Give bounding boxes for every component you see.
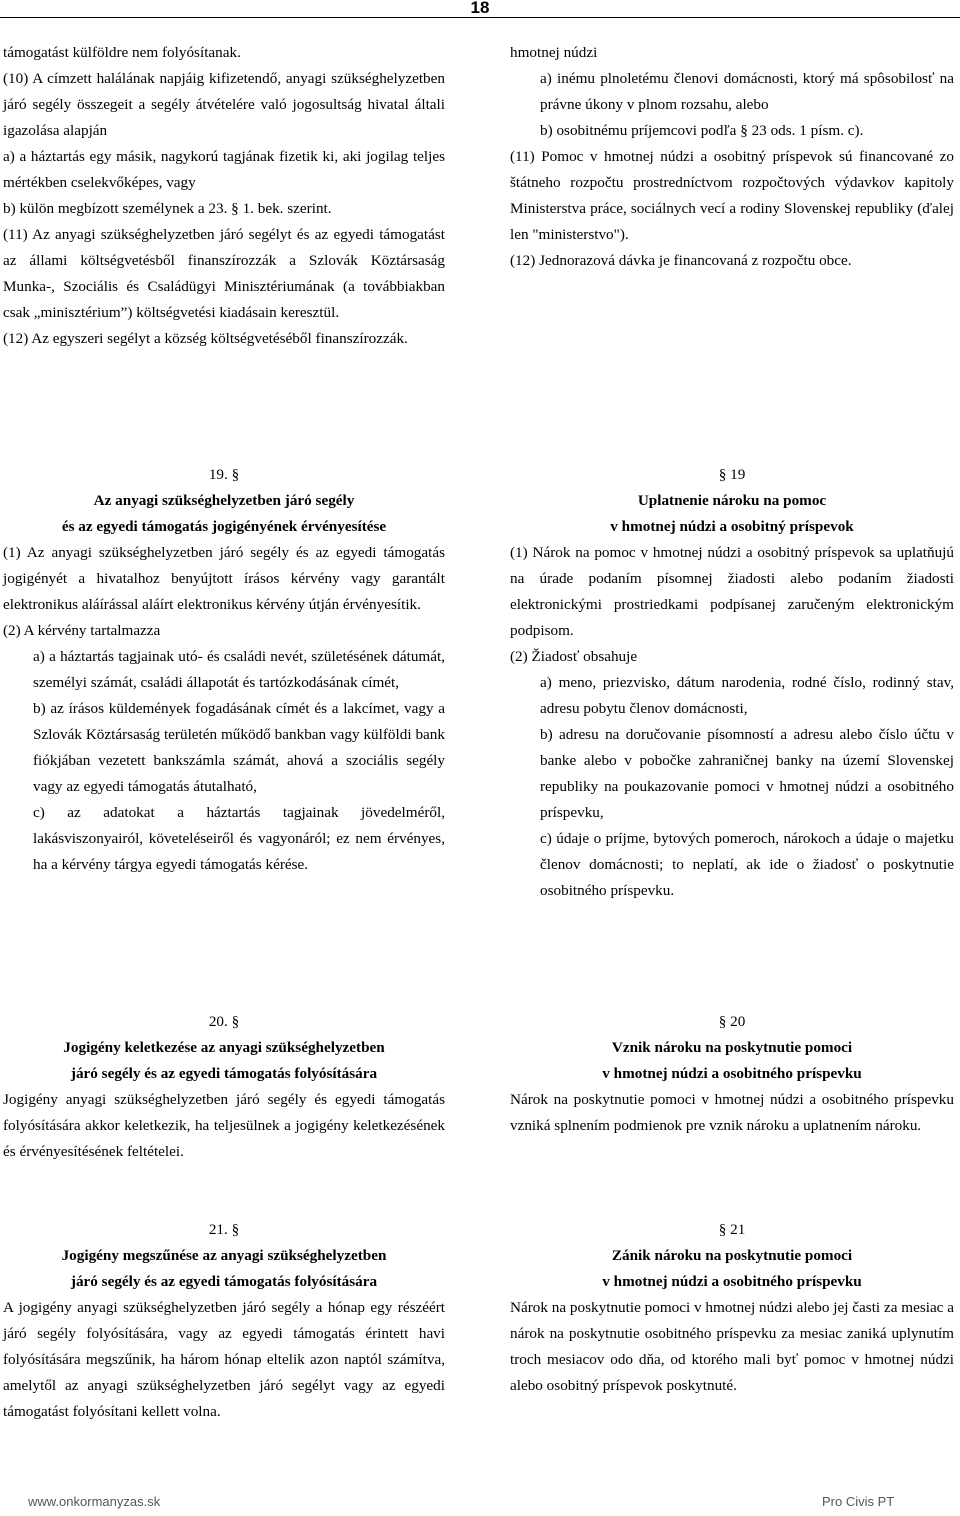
section-title: és az egyedi támogatás jogigényének érvényesítése — [61, 518, 387, 535]
list-item: c) údaje o príjme, bytových pomeroch, nárokoch a údaje o majetku členov domácnosti; to neplatí, ak ide o žiadosť o poskytnutie osobitného príspevku. — [540, 830, 954, 899]
left-paragraph: támogatást külföldre nem folyósítanak. — [3, 44, 241, 61]
list-item: a) a háztartás tagjainak utó- és családi nevét, születésének dátumát, személyi számát, családi állapotát és tartózkodásának címét, — [33, 648, 445, 691]
section-number: § 21 — [718, 1221, 746, 1238]
section-number: § 19 — [718, 466, 746, 483]
left-section-21 — [3, 1217, 445, 1425]
page-number: 18 — [470, 0, 490, 17]
section-title: v hmotnej núdzi a osobitného príspevku — [602, 1273, 862, 1290]
header-rule — [0, 17, 960, 18]
left-section-20 — [3, 1009, 445, 1165]
section-title: Az anyagi szükséghelyzetben járó segély — [93, 492, 355, 509]
list-item: c) az adatokat a háztartás tagjainak jövedelméről, lakásviszonyairól, követeléseiről és vagyonáról; ez nem érvényes, ha a kérvény tárgya egyedi támogatás kérése. — [33, 804, 445, 873]
left-paragraph: A jogigény anyagi szükséghelyzetben járó segély a hónap egy részéért járó segély folyósítására, vagy az egyedi támogatás érintett havi folyósítására megszűnik, ha három hónap eltelik azon naptól számítva, amelytől az anyagi szükséghelyzetben járó segélyt vagy az egyedi támogatást folyósítani kellett volna. — [3, 1299, 445, 1420]
section-title: járó segély és az egyedi támogatás folyósítására — [70, 1273, 378, 1290]
list-item: b) osobitnému príjemcovi podľa § 23 ods. 1 písm. c). — [540, 122, 864, 139]
section-number: 20. § — [208, 1013, 240, 1030]
right-section-20 — [510, 1009, 954, 1139]
list-item: b) az írásos küldemények fogadásának címét és a lakcímet, vagy a Szlovák Köztársaság területén működő bankban vagy külföldi bank fiókjában vezetett bankszámla számát, ahová a szociális segély vagy az egyedi támogatás átutalható, — [33, 700, 445, 795]
left-paragraph: b) külön megbízott személynek a 23. § 1. bek. szerint. — [3, 200, 332, 217]
right-paragraph: hmotnej núdzi — [510, 44, 598, 61]
left-paragraph: (12) Az egyszeri segélyt a község költségvetéséből finanszírozzák. — [3, 330, 408, 347]
right-paragraph: (12) Jednorazová dávka je financovaná z rozpočtu obce. — [510, 252, 852, 269]
list-item: a) inému plnoletému členovi domácnosti, ktorý má spôsobilosť na právne úkony v plnom rozsahu, alebo — [540, 70, 954, 113]
section-title: v hmotnej núdzi a osobitného príspevku — [602, 1065, 862, 1082]
section-title: járó segély és az egyedi támogatás folyósítására — [70, 1065, 378, 1082]
list-item: a) meno, priezvisko, dátum narodenia, rodné číslo, rodinný stav, adresu pobytu členov domácnosti, — [540, 674, 954, 717]
section-title: Jogigény keletkezése az anyagi szükséghelyzetben — [63, 1039, 385, 1056]
right-paragraph: (11) Pomoc v hmotnej núdzi a osobitný príspevok sú financované zo štátneho rozpočtu prostredníctvom rozpočtových výdavkov kapitoly Ministerstva práce, sociálnych vecí a rodiny Slovenskej republiky (ďalej len "ministerstvo"). — [510, 148, 954, 243]
right-section-19 — [510, 462, 954, 904]
right-paragraph: (1) Nárok na pomoc v hmotnej núdzi a osobitný príspevok sa uplatňujú na úrade podaním písomnej žiadosti alebo podaním žiadosti elektronickými prostriedkami podpísanej zaručeným elektronickým podpisom. — [510, 544, 954, 639]
left-paragraph: (2) A kérvény tartalmazza — [3, 622, 161, 639]
right-paragraph: Nárok na poskytnutie pomoci v hmotnej núdzi a osobitného príspevku vzniká splnením podmienok pre vznik nároku a uplatnením nároku. — [510, 1091, 954, 1134]
right-section-21 — [510, 1217, 954, 1399]
section-title: Vznik nároku na poskytnutie pomoci — [611, 1039, 853, 1056]
right-paragraph: (2) Žiadosť obsahuje — [510, 648, 638, 665]
right-paragraph: Nárok na poskytnutie pomoci v hmotnej núdzi alebo jej časti za mesiac a nárok na poskytnutie osobitného príspevku za mesiac zaniká uplynutím troch mesiacov odo dňa, od ktorého mali byť pomoc v hmotnej núdzi alebo osobitný príspevok poskytnuté. — [510, 1299, 954, 1394]
left-paragraph: (1) Az anyagi szükséghelyzetben járó segély és az egyedi támogatás jogigényét a hivatalhoz benyújtott írásos kérvény vagy garantált elektronikus aláírással aláírt elektronikus kérvény útján érvényesítik. — [3, 544, 445, 613]
footer-publisher: Pro Civis PT — [822, 1494, 895, 1509]
section-number: 19. § — [208, 466, 240, 483]
left-paragraph: a) a háztartás egy másik, nagykorú tagjának fizetik ki, aki jogilag teljes mértékben cselekvőképes, vagy — [3, 148, 445, 191]
left-section-19 — [3, 462, 445, 878]
left-paragraph: (11) Az anyagi szükséghelyzetben járó segélyt és az egyedi támogatást az állami költségvetésből finanszírozzák a Szlovák Köztársaság Munka-, Szociális és Családügyi Minisztériumának (a továbbiakban csak „minisztérium”) költségvetési kiadásain keresztül. — [3, 226, 445, 321]
section-title: Zánik nároku na poskytnutie pomoci — [611, 1247, 853, 1264]
section-title: Uplatnenie nároku na pomoc — [637, 492, 827, 509]
section-number: § 20 — [718, 1013, 746, 1030]
list-item: b) adresu na doručovanie písomností a adresu alebo číslo účtu v banke alebo v pobočke zahraničnej banky na území Slovenskej republiky na poukazovanie pomoci v hmotnej núdzi a osobitného príspevku, — [540, 726, 954, 821]
right-top-block — [510, 40, 954, 274]
footer-website: www.onkormanyzas.sk — [28, 1494, 161, 1509]
section-number: 21. § — [208, 1221, 240, 1238]
left-paragraph: (10) A címzett halálának napjáig kifizetendő, anyagi szükséghelyzetben járó segély összegeit a segély átvételére való jogosultság hivatal általi igazolása alapján — [3, 70, 445, 139]
section-title: v hmotnej núdzi a osobitný príspevok — [610, 518, 854, 535]
section-title: Jogigény megszűnése az anyagi szükséghelyzetben — [61, 1247, 387, 1264]
left-paragraph: Jogigény anyagi szükséghelyzetben járó segély és egyedi támogatás folyósítására akkor keletkezik, ha teljesülnek a jogigény keletkezésének és érvényesítésének feltételei. — [3, 1091, 445, 1160]
left-top-block — [3, 40, 445, 352]
